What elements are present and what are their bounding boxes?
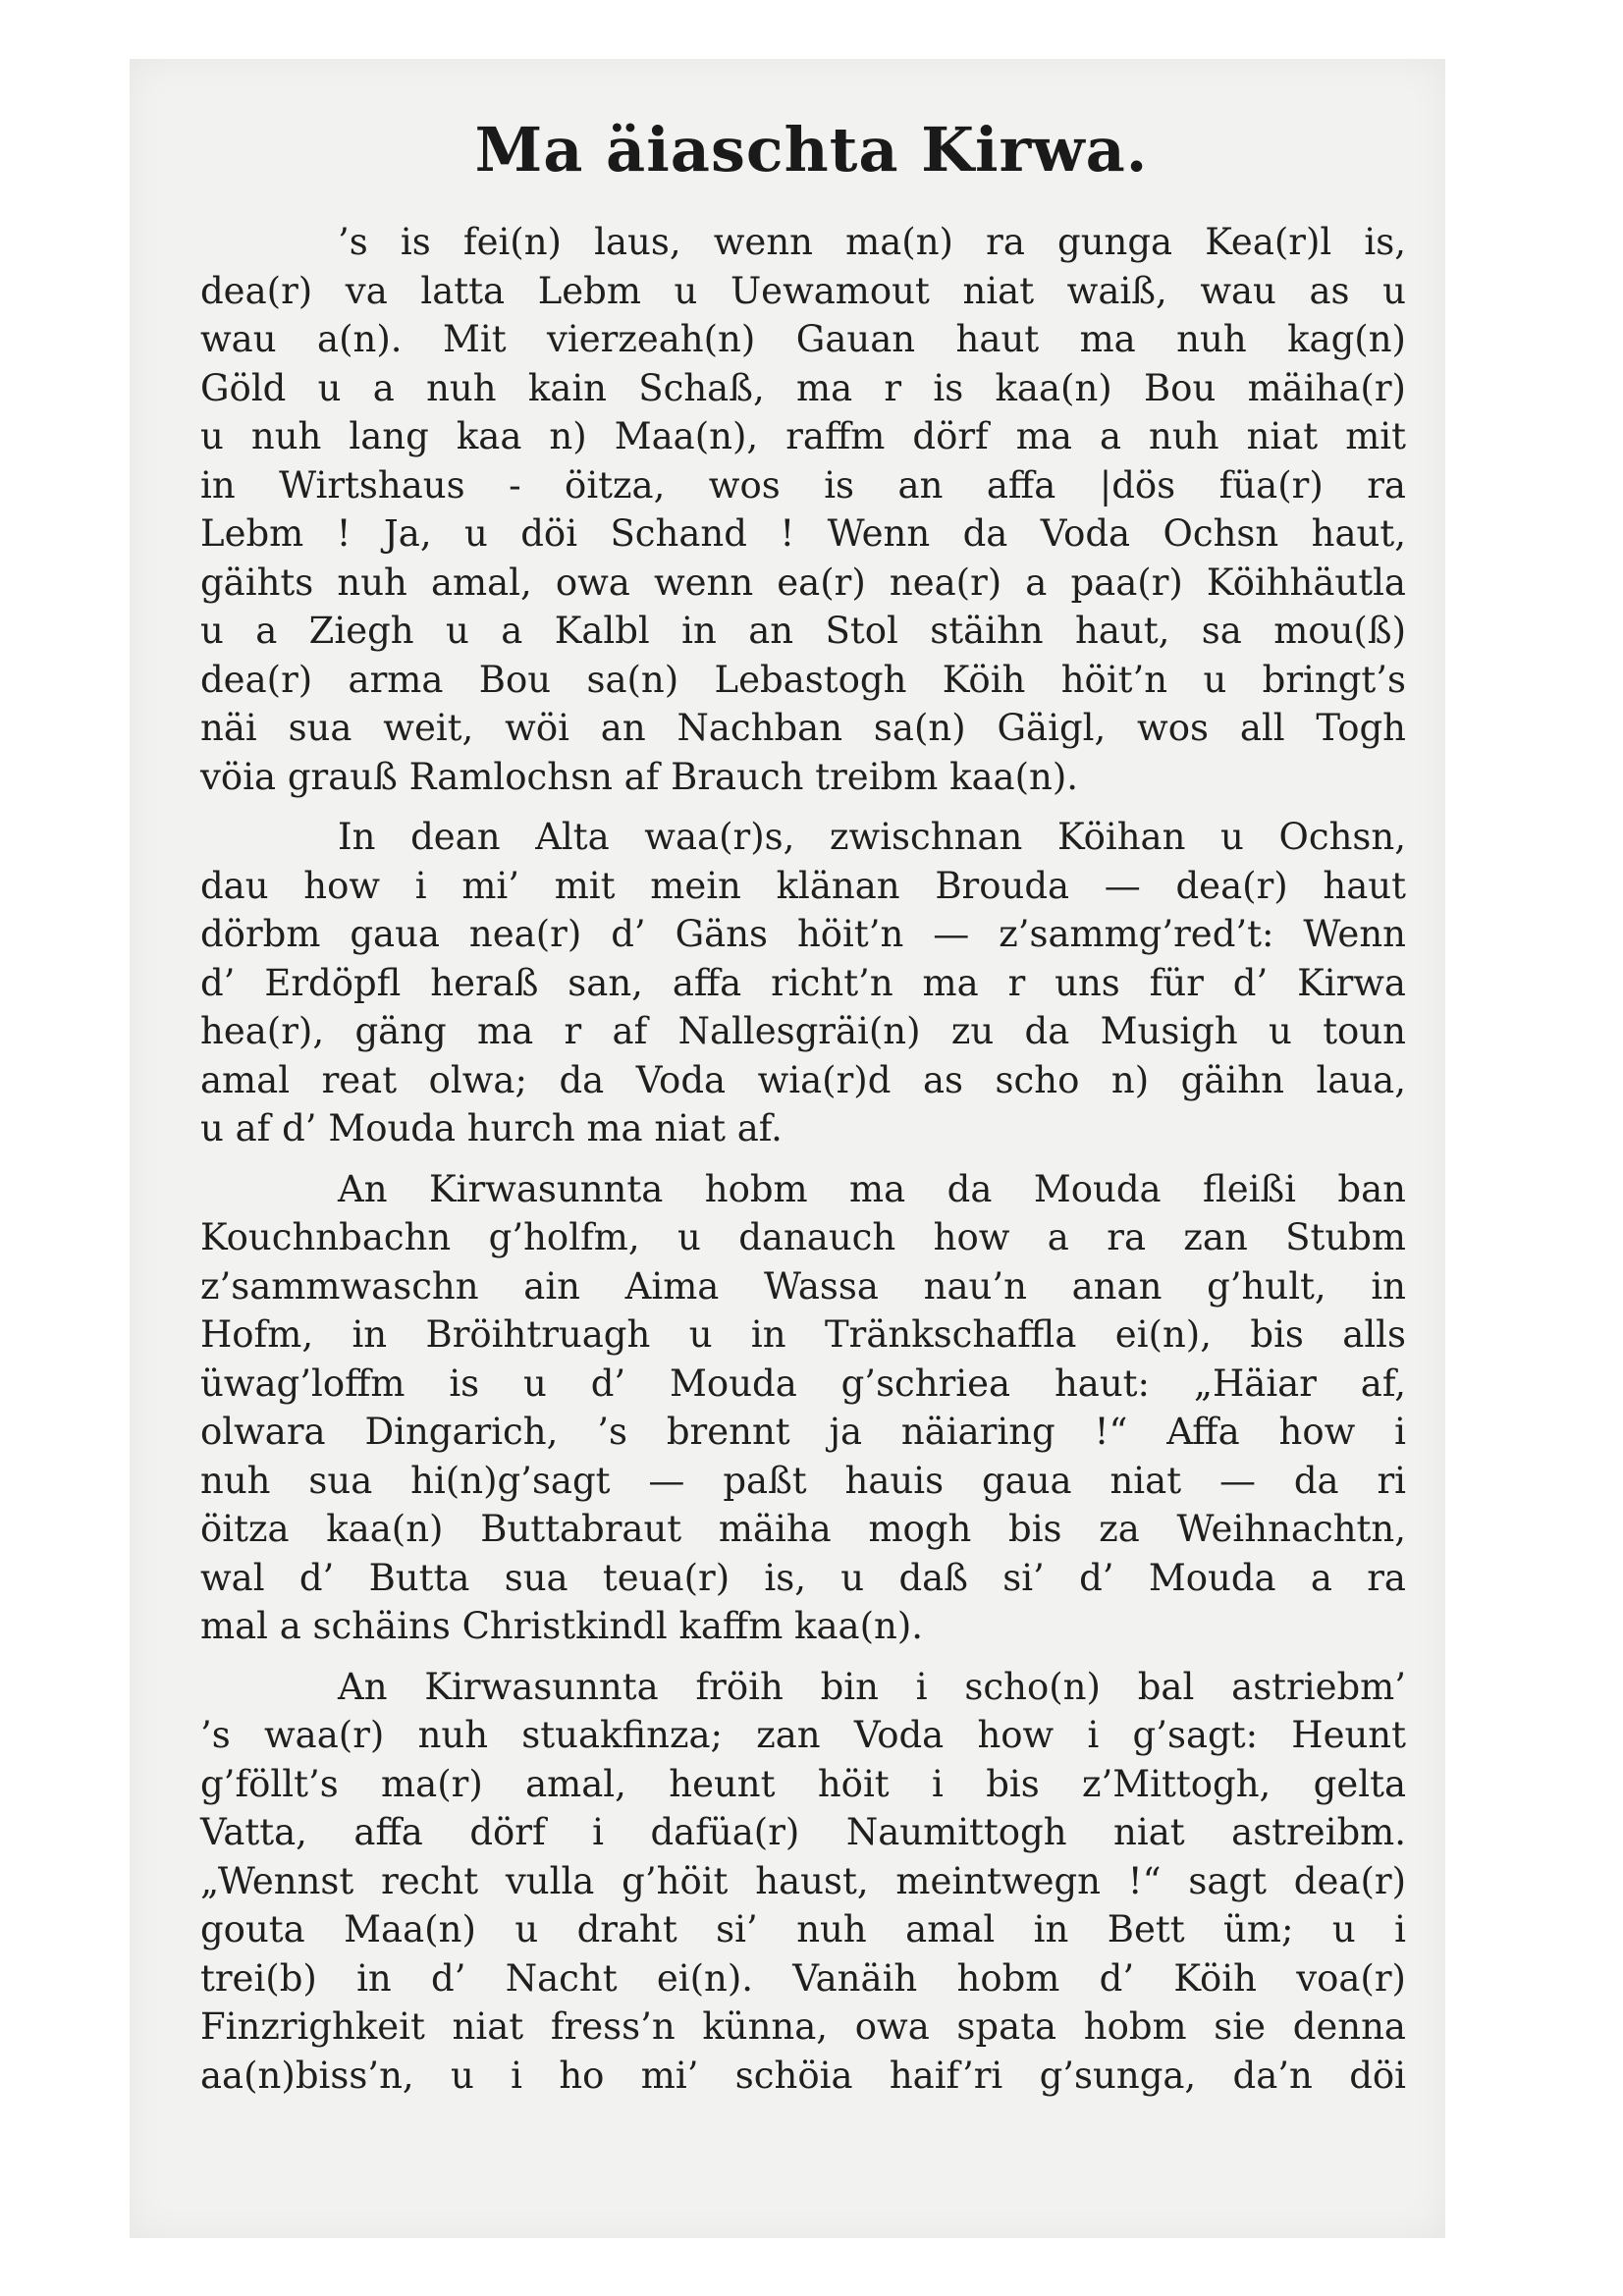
text-line: An Kirwasunnta hobm ma da Mouda fleißi ban	[338, 1167, 1406, 1210]
text-line: vöia grauß Ramlochsn af Brauch treibm kaa(n).	[200, 755, 1079, 798]
text-line: nuh sua hi(n)g’sagt — paßt hauis gaua niat — da ri	[200, 1459, 1406, 1502]
text-line: In dean Alta waa(r)s, zwischnan Köihan u Ochsn,	[338, 816, 1406, 858]
text-line: mal a schäins Christkindl kaffm kaa(n).	[200, 1605, 924, 1647]
text-line: dea(r) arma Bou sa(n) Lebastogh Köih höit’n u bringt’s	[200, 658, 1406, 701]
text-line: Kouchnbachn g’holfm, u danauch how a ra zan Stubm	[200, 1216, 1406, 1258]
text-line: An Kirwasunnta fröih bin i scho(n) bal astriebm’	[338, 1665, 1406, 1708]
paragraph	[200, 218, 1406, 801]
text-line: Vatta, affa dörf i dafüa(r) Naumittogh niat astreibm.	[200, 1811, 1406, 1853]
paragraph	[200, 1663, 1406, 2101]
text-line: ’s is fei(n) laus, wenn ma(n) ra gunga Kea(r)l is,	[338, 221, 1406, 263]
text-line: hea(r), gäng ma r af Nallesgräi(n) zu da Musigh u toun	[200, 1010, 1406, 1052]
text-line: d’ Erdöpfl heraß san, affa richt’n ma r uns für d’ Kirwa	[200, 961, 1406, 1004]
text-line: u nuh lang kaa n) Maa(n), raffm dörf ma a nuh niat mit	[200, 415, 1406, 457]
text-line: Hofm, in Bröihtruagh u in Tränkschaffla ei(n), bis alls	[200, 1313, 1406, 1356]
text-line: u af d’ Mouda hurch ma niat af.	[200, 1107, 783, 1149]
text-line: wau a(n). Mit vierzeah(n) Gauan haut ma nuh kag(n)	[200, 318, 1406, 360]
text-line: dea(r) va latta Lebm u Uewamout niat waiß, wau as u	[200, 269, 1406, 312]
text-line: Finzrighkeit niat fress’n künna, owa spata hobm sie denna	[200, 2005, 1406, 2048]
page-title: Ma äiaschta Kirwa.	[474, 114, 1149, 186]
text-line: „Wennst recht vulla g’höit haust, meintwegn !“ sagt dea(r)	[200, 1859, 1406, 1902]
paragraph	[200, 813, 1406, 1153]
text-line: öitza kaa(n) Buttabraut mäiha mogh bis za Weihnachtn,	[200, 1508, 1406, 1550]
text-line: in Wirtshaus - öitza, wos is an affa |dös füa(r) ra	[200, 463, 1406, 507]
text-line: trei(b) in d’ Nacht ei(n). Vanäih hobm d’ Köih voa(r)	[200, 1956, 1406, 2000]
text-line: Göld u a nuh kain Schaß, ma r is kaa(n) Bou mäiha(r)	[200, 366, 1406, 409]
text-line: Lebm ! Ja, u döi Schand ! Wenn da Voda Ochsn haut,	[200, 512, 1406, 555]
text-line: gouta Maa(n) u draht si’ nuh amal in Bett üm; u i	[200, 1908, 1406, 1950]
text-line: u a Ziegh u a Kalbl in an Stol stäihn haut, sa mou(ß)	[200, 610, 1406, 652]
paragraph	[200, 1165, 1406, 1651]
text-line: aa(n)biss’n, u i ho mi’ schöia haif’ri g’sunga, da’n döi	[200, 2054, 1406, 2097]
text-line: gäihts nuh amal, owa wenn ea(r) nea(r) a paa(r) Köihhäutla	[200, 561, 1406, 604]
body-text	[200, 218, 1406, 2111]
text-line: amal reat olwa; da Voda wia(r)d as scho n) gäihn laua,	[200, 1058, 1406, 1101]
text-line: wal d’ Butta sua teua(r) is, u daß si’ d’ Mouda a ra	[200, 1556, 1406, 1599]
text-line: dörbm gaua nea(r) d’ Gäns höit’n — z’sammg’red’t: Wenn	[200, 913, 1406, 955]
text-line: g’föllt’s ma(r) amal, heunt höit i bis z’Mittogh, gelta	[200, 1762, 1406, 1805]
text-line: dau how i mi’ mit mein klänan Brouda — dea(r) haut	[200, 864, 1406, 907]
text-line: olwara Dingarich, ’s brennt ja näiaring !“ Affa how i	[200, 1411, 1406, 1453]
text-line: näi sua weit, wöi an Nachban sa(n) Gäigl, wos all Togh	[200, 707, 1406, 749]
text-line: üwag’loffm is u d’ Mouda g’schriea haut: „Häiar af,	[200, 1362, 1406, 1405]
text-line: ’s waa(r) nuh stuakfinza; zan Voda how i g’sagt: Heunt	[200, 1714, 1406, 1756]
text-line: z’sammwaschn ain Aima Wassa nau’n anan g’hult, in	[200, 1264, 1406, 1308]
